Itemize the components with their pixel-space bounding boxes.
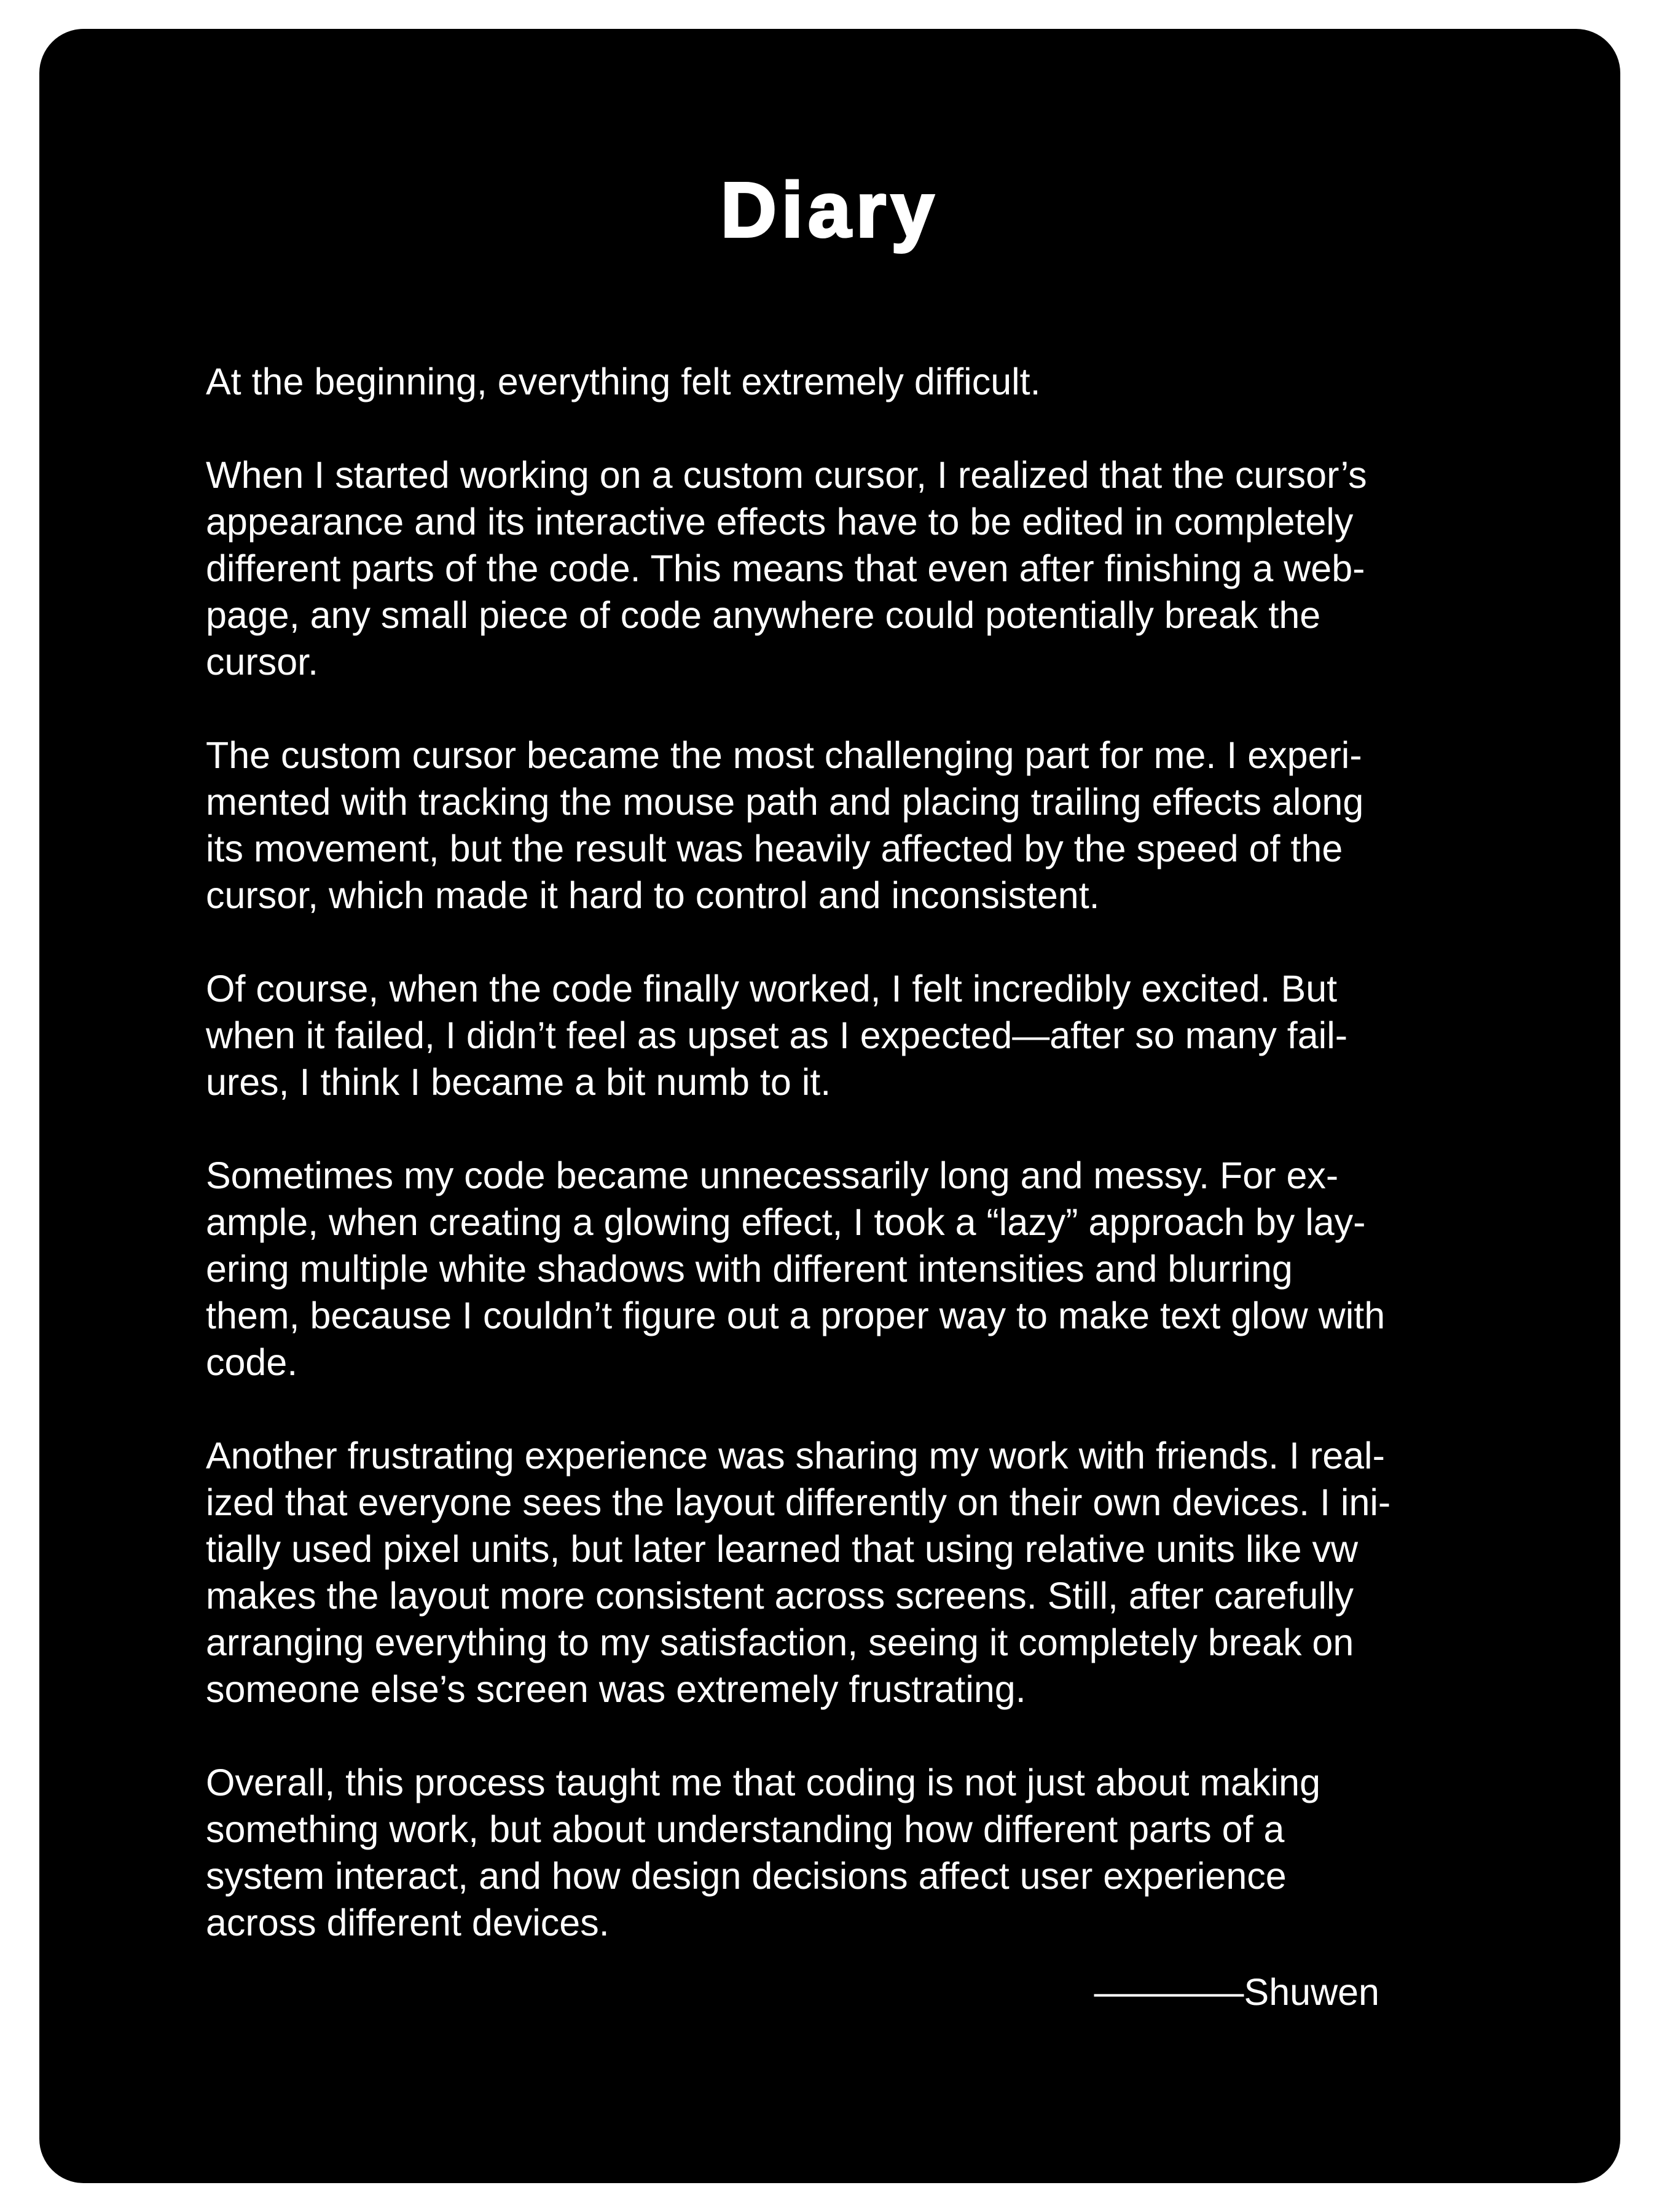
paragraph-line: ures, I think I became a bit numb to it. bbox=[206, 1061, 831, 1103]
diary-paragraph bbox=[206, 965, 1390, 1105]
diary-card bbox=[39, 29, 1620, 2183]
paragraph-line: someone else’s screen was extremely frustrating. bbox=[206, 1668, 1026, 1710]
paragraph-line: When I started working on a custom cursor, I realized that the cursor’s bbox=[206, 454, 1367, 496]
paragraph-line: page, any small piece of code anywhere could potentially break the bbox=[206, 594, 1321, 636]
paragraph-line: something work, but about understanding how different parts of a bbox=[206, 1808, 1285, 1850]
signature: ————Shuwen bbox=[1094, 1971, 1379, 2013]
paragraph-line: cursor, which made it hard to control and inconsistent. bbox=[206, 874, 1100, 916]
paragraph-line: Sometimes my code became unnecessarily long and messy. For ex- bbox=[206, 1155, 1339, 1196]
paragraph-line: cursor. bbox=[206, 641, 319, 683]
paragraph-line: code. bbox=[206, 1341, 298, 1383]
paragraph-line: makes the layout more consistent across screens. Still, after carefully bbox=[206, 1575, 1354, 1617]
diary-paragraph bbox=[206, 732, 1390, 919]
paragraph-line: Of course, when the code finally worked, I felt incredibly excited. But bbox=[206, 968, 1338, 1010]
diary-paragraph bbox=[206, 1759, 1390, 1946]
paragraph-line: across different devices. bbox=[206, 1902, 610, 1943]
paragraph-line: At the beginning, everything felt extremely difficult. bbox=[206, 361, 1041, 402]
paragraph-line: system interact, and how design decisions affect user experience bbox=[206, 1855, 1287, 1897]
paragraph-line: tially used pixel units, but later learned that using relative units like vw bbox=[206, 1528, 1359, 1570]
paragraph-line: arranging everything to my satisfaction, seeing it completely break on bbox=[206, 1622, 1354, 1663]
paragraph-line: different parts of the code. This means that even after finishing a web- bbox=[206, 547, 1365, 589]
paragraph-line: Overall, this process taught me that coding is not just about making bbox=[206, 1762, 1321, 1803]
paragraph-line: mented with tracking the mouse path and placing trailing effects along bbox=[206, 781, 1364, 823]
paragraph-line: appearance and its interactive effects have to be edited in completely bbox=[206, 501, 1354, 543]
paragraph-line: its movement, but the result was heavily affected by the speed of the bbox=[206, 828, 1343, 869]
paragraph-line: them, because I couldn’t figure out a proper way to make text glow with bbox=[206, 1295, 1386, 1336]
diary-body bbox=[206, 358, 1390, 1993]
diary-paragraph bbox=[206, 452, 1390, 685]
paragraph-line: when it failed, I didn’t feel as upset as I expected—after so many fail- bbox=[206, 1014, 1348, 1056]
paragraph-line: ering multiple white shadows with different intensities and blurring bbox=[206, 1248, 1293, 1290]
paragraph-line: Another frustrating experience was sharing my work with friends. I real- bbox=[206, 1435, 1385, 1477]
paragraph-line: ized that everyone sees the layout differently on their own devices. I ini- bbox=[206, 1481, 1391, 1523]
paragraph-line: ample, when creating a glowing effect, I took a “lazy” approach by lay- bbox=[206, 1201, 1366, 1243]
paragraph-line: The custom cursor became the most challenging part for me. I experi- bbox=[206, 734, 1362, 776]
diary-paragraph bbox=[206, 358, 1390, 405]
diary-paragraph bbox=[206, 1152, 1390, 1386]
diary-paragraph bbox=[206, 1432, 1390, 1712]
page-title: Diary bbox=[720, 167, 939, 253]
